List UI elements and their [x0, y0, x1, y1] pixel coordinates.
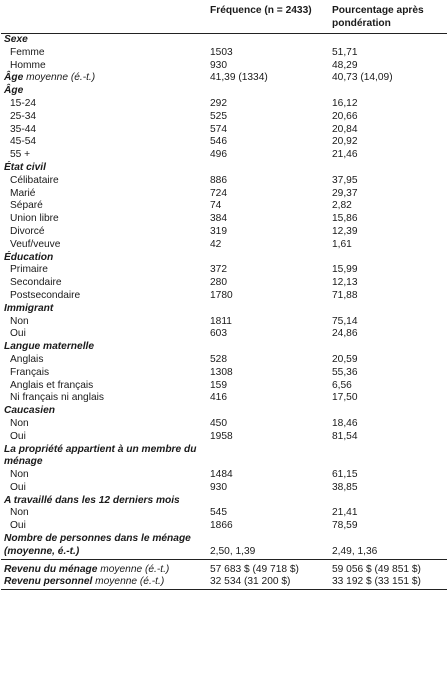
percent-cell: 17,50: [332, 392, 358, 404]
section-label: État civil: [4, 161, 46, 173]
frequency-cell: 528: [210, 353, 227, 365]
percent-cell: 61,15: [332, 469, 358, 481]
percent-cell: 75,14: [332, 315, 358, 327]
percent-cell: 37,95: [332, 174, 358, 186]
percent-cell: 15,86: [332, 213, 358, 225]
row-label: 55 +: [10, 149, 31, 161]
percent-cell: 16,12: [332, 97, 358, 109]
frequency-cell: 32 534 (31 200 $): [210, 576, 332, 589]
section-etat-civil: [1, 162, 447, 175]
row-label: [1, 559, 210, 576]
row-label: 25-34: [10, 110, 37, 122]
frequency-cell: 1866: [210, 520, 233, 532]
row-label: Non: [10, 507, 29, 519]
frequency-cell: 574: [210, 123, 227, 135]
percent-cell: 55,36: [332, 366, 358, 378]
percent-cell: 29,37: [332, 187, 358, 199]
section-label: La propriété appartient à un membre du ménage: [4, 443, 197, 468]
row-label-bold: Âge: [4, 72, 24, 84]
frequency-cell: 1811: [210, 315, 232, 327]
section-personnes: [1, 533, 447, 559]
table-row-age-moyen: [1, 72, 447, 85]
table-row: [1, 328, 447, 341]
section-immigrant: [1, 303, 447, 316]
row-label-italic: moyenne (é.-t.): [97, 563, 170, 575]
table-row: [1, 520, 447, 533]
row-label: [1, 576, 210, 589]
table-row: [1, 124, 447, 137]
frequency-cell: 416: [210, 392, 227, 404]
header-weighted-percent: Pourcentage après pondération: [332, 5, 424, 29]
row-label: Union libre: [10, 213, 59, 225]
percent-cell: 59 056 $ (49 851 $): [332, 559, 447, 576]
table-row: [1, 431, 447, 444]
percent-cell: 20,84: [332, 123, 358, 135]
frequency-cell: 886: [210, 174, 227, 186]
frequency-cell: 1958: [210, 430, 233, 442]
section-label: Éducation: [4, 251, 54, 263]
table-row: [1, 98, 447, 111]
percent-cell: 12,13: [332, 277, 358, 289]
percent-cell: 24,86: [332, 328, 358, 340]
table-row: [1, 149, 447, 162]
table-row: [1, 290, 447, 303]
table-row: [1, 482, 447, 495]
frequency-cell: 372: [210, 264, 227, 276]
row-label: Femme: [10, 46, 45, 58]
table-row: [1, 277, 447, 290]
row-label-italic: moyenne (é.-t.): [23, 72, 96, 84]
frequency-cell: 724: [210, 187, 227, 199]
table-row: [1, 188, 447, 201]
row-label: Anglais: [10, 353, 44, 365]
percent-cell: 38,85: [332, 481, 358, 493]
table-row: [1, 239, 447, 252]
table-row: [1, 226, 447, 239]
percent-cell: 12,39: [332, 225, 358, 237]
section-label: Âge: [4, 85, 24, 97]
section-label: Sexe: [4, 34, 28, 45]
percent-cell: 48,29: [332, 59, 358, 71]
row-label: Séparé: [10, 200, 43, 212]
header-empty: [1, 1, 210, 34]
percent-cell: 40,73 (14,09): [332, 72, 393, 84]
section-propriete: [1, 444, 447, 470]
table-row: [1, 136, 447, 149]
frequency-cell: 1780: [210, 289, 233, 301]
frequency-cell: 292: [210, 97, 227, 109]
row-label: Non: [10, 315, 29, 327]
row-label: Oui: [10, 328, 26, 340]
table-row: [1, 47, 447, 60]
row-label: 35-44: [10, 123, 37, 135]
table-row: [1, 392, 447, 405]
percent-cell: 81,54: [332, 430, 358, 442]
row-label: Secondaire: [10, 277, 62, 289]
section-label: A travaillé dans les 12 derniers mois: [4, 494, 180, 506]
header-row: [1, 1, 447, 34]
section-label: Langue maternelle: [4, 341, 95, 353]
frequency-cell: 545: [210, 507, 227, 519]
section-education: [1, 252, 447, 265]
row-label: Primaire: [10, 264, 48, 276]
percent-cell: 21,46: [332, 149, 358, 161]
row-label: Homme: [10, 59, 46, 71]
row-label: Postsecondaire: [10, 289, 81, 301]
row-label: Veuf/veuve: [10, 238, 61, 250]
percent-cell: 78,59: [332, 520, 358, 532]
frequency-cell: 496: [210, 149, 227, 161]
frequency-cell: 546: [210, 136, 227, 148]
frequency-cell: 41,39 (1334): [210, 72, 268, 84]
percent-cell: 71,88: [332, 289, 358, 301]
row-label: Oui: [10, 520, 26, 532]
percent-cell: 20,92: [332, 136, 358, 148]
table-row: [1, 60, 447, 73]
table-row: [1, 213, 447, 226]
frequency-cell: 1503: [210, 46, 233, 58]
table-row-revenu-personnel: [1, 576, 447, 589]
table-row-revenu-menage: [1, 559, 447, 576]
table-row: [1, 507, 447, 520]
section-travail: [1, 495, 447, 508]
frequency-cell: 384: [210, 213, 227, 225]
row-label: 15-24: [10, 97, 37, 109]
percent-cell: 18,46: [332, 417, 358, 429]
percent-cell: 1,61: [332, 238, 352, 250]
frequency-cell: 280: [210, 277, 227, 289]
row-label: Oui: [10, 430, 26, 442]
frequency-cell: 42: [210, 238, 222, 250]
row-label-italic: moyenne (é.-t.): [92, 576, 165, 588]
percent-cell: 51,71: [332, 46, 358, 58]
row-label: Célibataire: [10, 174, 59, 186]
percent-cell: 20,66: [332, 110, 358, 122]
frequency-cell: 1484: [210, 469, 233, 481]
section-caucasien: [1, 405, 447, 418]
frequency-cell: 2,50, 1,39: [210, 545, 256, 557]
table-row: [1, 418, 447, 431]
row-label: Divorcé: [10, 225, 45, 237]
frequency-cell: 57 683 $ (49 718 $): [210, 559, 332, 576]
table-row: [1, 367, 447, 380]
section-sexe: [1, 34, 447, 47]
section-label: Immigrant: [4, 302, 54, 314]
section-label: Caucasien: [4, 405, 55, 417]
frequency-cell: 319: [210, 225, 227, 237]
table-row: [1, 354, 447, 367]
frequency-cell: 159: [210, 379, 227, 391]
row-label: Ni français ni anglais: [10, 392, 104, 404]
row-label: Non: [10, 469, 29, 481]
row-label-bold: Revenu personnel: [4, 576, 93, 588]
table-row: [1, 111, 447, 124]
frequency-cell: 930: [210, 481, 227, 493]
demographics-table: [1, 0, 447, 590]
percent-cell: 15,99: [332, 264, 358, 276]
row-label: Anglais et français: [10, 379, 94, 391]
table-row: [1, 380, 447, 393]
frequency-cell: 930: [210, 59, 227, 71]
percent-cell: 6,56: [332, 379, 352, 391]
frequency-cell: 1308: [210, 366, 233, 378]
table-row: [1, 200, 447, 213]
percent-cell: 33 192 $ (33 151 $): [332, 576, 447, 589]
frequency-cell: 525: [210, 110, 227, 122]
row-label: Français: [10, 366, 50, 378]
row-label: Oui: [10, 481, 26, 493]
row-label: 45-54: [10, 136, 37, 148]
frequency-cell: 450: [210, 417, 227, 429]
percent-cell: 20,59: [332, 353, 358, 365]
section-label: Nombre de personnes dans le ménage (moyenne, é.-t.): [4, 533, 191, 557]
section-langue: [1, 341, 447, 354]
section-age: [1, 85, 447, 98]
frequency-cell: 603: [210, 328, 227, 340]
row-label-bold: Revenu du ménage: [4, 563, 98, 575]
row-label: [1, 72, 210, 85]
percent-cell: 2,49, 1,36: [332, 545, 378, 557]
row-label: Non: [10, 417, 29, 429]
percent-cell: 21,41: [332, 507, 358, 519]
frequency-cell: 74: [210, 200, 222, 212]
table-row: [1, 469, 447, 482]
table-row: [1, 264, 447, 277]
header-frequency: Fréquence (n = 2433): [210, 5, 312, 16]
table-row: [1, 175, 447, 188]
table-row: [1, 316, 447, 329]
row-label: Marié: [10, 187, 36, 199]
percent-cell: 2,82: [332, 200, 352, 212]
